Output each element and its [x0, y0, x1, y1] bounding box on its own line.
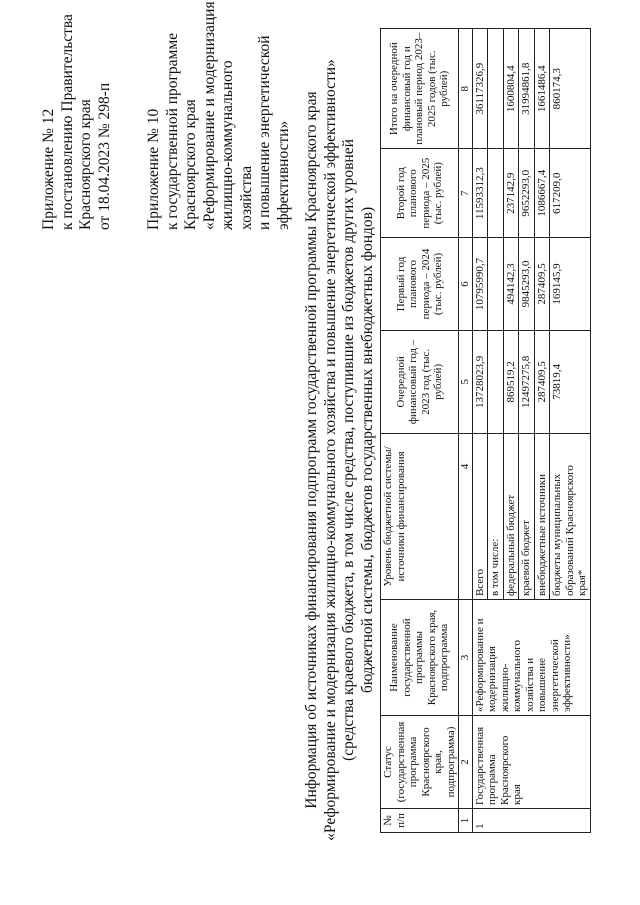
row-level: федеральный бюджет: [503, 433, 519, 599]
row-level: Всего: [472, 433, 488, 599]
row-level: бюджеты муниципальных образований Красноярского края*: [550, 433, 591, 599]
title-line: Информация об источниках финансирования подпрограмм государственной программы Красноярского края: [303, 91, 320, 809]
cell-2025: 237142,9: [503, 149, 519, 238]
appendix-10-line: Красноярского края: [182, 99, 199, 230]
cell-2024: 494142,3: [503, 237, 519, 330]
column-number: 7: [459, 149, 473, 238]
appendix-10-line: жилищно-коммунального хозяйства: [219, 60, 255, 230]
appendix-12-line: Красноярского края: [77, 99, 94, 230]
row-level: краевой бюджет: [519, 433, 535, 599]
table-header-row: [381, 29, 459, 833]
header-level: Уровень бюджетной системы/ источники финансирования: [381, 433, 459, 599]
row-program-name: «Реформирование и модернизация жилищно-коммунального хозяйства и повышение энергетической эффективности»: [472, 600, 590, 716]
appendix-12-line: к постановлению Правительства: [58, 14, 76, 230]
header-2024: Первый год планового периода – 2024 (тыс. рублей): [381, 237, 459, 330]
appendix-12-block: [40, 14, 114, 230]
appendix-10-line: Приложение № 10: [145, 108, 162, 230]
table-row: [472, 29, 488, 833]
header-2025: Второй год планового периода – 2025 (тыс. рублей): [381, 149, 459, 238]
cell-2024: 287409,5: [534, 237, 550, 330]
appendix-10-block: [145, 0, 293, 230]
column-number: 8: [459, 29, 473, 149]
row-level: внебюджетные источники: [534, 433, 550, 599]
title-line: бюджетной системы, бюджетов государственных внебюджетных фондов): [358, 206, 376, 694]
column-number: 5: [459, 330, 473, 433]
header-num: № п/п: [381, 808, 459, 832]
cell-2023: 287409,5: [534, 330, 550, 433]
row-level: в том числе:: [488, 433, 504, 599]
cell-2025: 9652293,0: [519, 149, 535, 238]
cell-2025: 617209,0: [550, 149, 591, 238]
header-status: Статус (государственная программа Красноярского края, подпрограмма): [381, 715, 459, 808]
appendix-12-line: Приложение № 12: [40, 108, 57, 230]
cell-2023: 12497275,8: [519, 330, 535, 433]
cell-2024: 169145,9: [550, 237, 591, 330]
cell-2023: 869519,2: [503, 330, 519, 433]
financing-table: [380, 28, 591, 833]
row-num: 1: [472, 808, 590, 832]
cell-2025: 1086667,4: [534, 149, 550, 238]
header-name: Наименование государственной программы Красноярского края, подпрограмма: [381, 600, 459, 716]
column-number-row: [459, 29, 473, 833]
document-title: [303, 55, 377, 845]
cell-2024: 9845293,0: [519, 237, 535, 330]
cell-2023: [488, 330, 504, 433]
appendix-10-line: и повышение энергетической: [256, 35, 273, 230]
column-number: 2: [459, 715, 473, 808]
cell-2023: 13728023,9: [472, 330, 488, 433]
cell-total: 36117326,9: [472, 29, 488, 149]
cell-2025: [488, 149, 504, 238]
cell-total: 1600804,4: [503, 29, 519, 149]
title-line: «Реформирование и модернизация жилищно-коммунального хозяйства и повышение энергетической эффективности»: [321, 59, 339, 841]
header-2023: Очередной финансовый год – 2023 год (тыс. рублей): [381, 330, 459, 433]
row-status: Государственная программа Красноярского края: [472, 715, 590, 808]
appendix-10-line: «Реформирование и модернизация: [200, 1, 218, 230]
column-number: 6: [459, 237, 473, 330]
column-number: 3: [459, 600, 473, 716]
cell-total: 31994861,8: [519, 29, 535, 149]
column-number: 1: [459, 808, 473, 832]
header-total: Итого на очередной финансовый год и плановый период 2023–2025 годов (тыс. рублей): [381, 29, 459, 149]
appendix-10-line: эффективности»: [274, 120, 292, 230]
title-line: (средства краевого бюджета, в том числе средства, поступившие из бюджетов других уровней: [340, 139, 357, 761]
cell-total: 1661486,4: [534, 29, 550, 149]
appendix-12-line: от 18.04.2023 № 298-п: [95, 82, 113, 230]
cell-2025: 11593312,3: [472, 149, 488, 238]
cell-total: [488, 29, 504, 149]
cell-2024: 10795990,7: [472, 237, 488, 330]
appendix-10-line: к государственной программе: [163, 32, 181, 230]
cell-2023: 73819,4: [550, 330, 591, 433]
cell-2024: [488, 237, 504, 330]
column-number: 4: [459, 433, 473, 599]
cell-total: 860174,3: [550, 29, 591, 149]
